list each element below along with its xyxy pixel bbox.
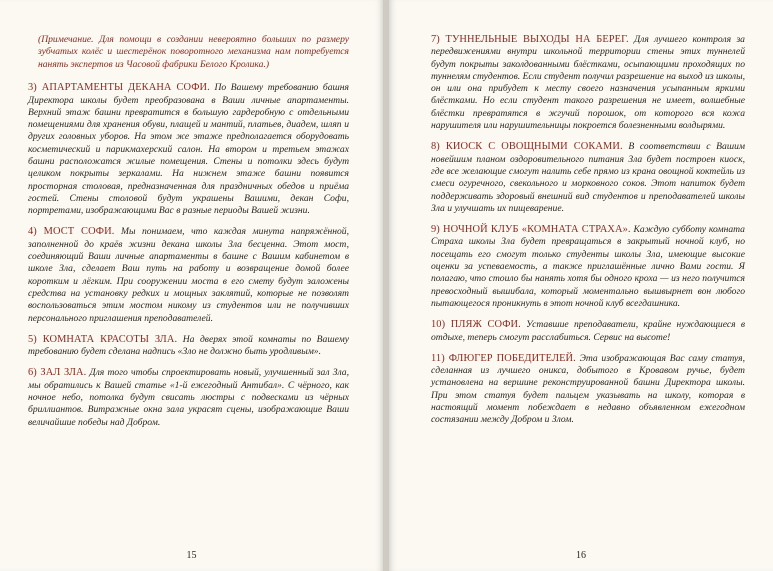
left-page <box>0 0 383 571</box>
note-paragraph: (Примечание. Для помощи в создании невероятно больших по размеру зубчатых колёс и шестерёнок поворотного механизма нам потребуется нанять экспертов из Часовой фабрики Белого Кролика.) <box>38 34 349 70</box>
section-body: Уставшие преподаватели, крайне нуждающиеся в отдыхе, теперь смогут расслабиться. Сервис на высоте! <box>431 319 745 343</box>
page-number: 16 <box>576 550 586 561</box>
section-4 <box>28 226 349 324</box>
section-body: Эта изображающая Вас самy статуя, сделанная из лучшего оникса, добытого в Кровавом ручье, будет установлена на вершине реконструированной башни Директора школы. При этом статуя будет пальцем указывать на школу, которая в настоящий момент побеждает в недавно объявленном ежегодном состязании между Добром и Злом. <box>431 352 745 426</box>
section-11 <box>431 353 745 427</box>
right-page <box>389 0 773 571</box>
section-body: По Вашему требованию башня Директора школы будет преобразована в Ваши личные апартаменты. Верхний этаж башни превратится в большую гардеробную с отдельными помещениями для хранения обуви, плащей и мантий, платьев, диадем, шляп и других головных уборов. На этом же этаже предполагается оборудовать косметический и парикмахерский салон. На втором и третьем этажах башни расположатся жилые помещения. Стены и потолки здесь будут целиком покрыты зеркалами. На нижнем этаже башни появится просторная столовая, предназначенная для праздничных обедов и приёма гостей. Стены столовой будут украшены Вашими, декан Софи, портретами, изображающими Вас в разные периоды Вашей жизни. <box>28 82 349 217</box>
section-8 <box>431 141 745 215</box>
section-body: В соответствии с Вашим новейшим планом оздоровительного питания Зла будет построен киоск, где все желающие смогут налить себе прямо из крана овощной коктейль из смеси огуречного, свекольного и морковного соков. Этот напиток будет поддерживать здоровый внешний вид студентов и преподавателей школы Зла и улучшать их пищеварение. <box>431 141 745 214</box>
section-9 <box>431 224 745 310</box>
section-body: Мы понимаем, что каждая минута напряжённой, заполненной до краёв жизни декана школы Зла бесценна. Этот мост, соединяющий Ваши личные апартаменты в башне с Вашим кабинетом в школе Зла, сделает Ваш путь на работу и возвращение домой более коротким и лёгким. При сооружении моста в его смету будут заложены средства на установку редких и мощных заклятий, которые не позволят воспользоваться этим мостом никому из студентов или не получивших персонального приглашения преподавателей. <box>28 226 349 324</box>
section-heading: 3) АПАРТАМЕНТЫ ДЕКАНА СОФИ. <box>28 82 210 94</box>
page-number: 15 <box>186 550 197 561</box>
section-heading: 4) МОСТ СОФИ. <box>28 226 115 238</box>
section-heading: 6) ЗАЛ ЗЛА. <box>28 367 87 379</box>
section-body: Для того чтобы спроектировать новый, улучшенный зал Зла, мы обратились к Вашей статье «1-й ежегодный Антибал». С чёрного, как ночное небо, потолка будут свисать люстры с подвесками из чёрных бриллиантов. Витражные окна зала украсят сцены, изображающие Ваши величайшие победы над Добром. <box>28 367 349 428</box>
section-body: На дверях этой комнаты по Вашему требованию будет сделана надпись «Зло не должно быть уродливым». <box>28 333 349 358</box>
section-heading: 10) ПЛЯЖ СОФИ. <box>431 319 521 331</box>
section-5 <box>28 334 349 359</box>
section-heading: 7) ТУННЕЛЬНЫЕ ВЫХОДЫ НА БЕРЕГ. <box>431 34 629 45</box>
section-body: Для лучшего контроля за передвижениями внутри школьной территории стены этих туннелей будут покрыты заколдованными блёстками, осыпающими проходящих по туннелям студентов. Если студент получил разрешение на выход из школы, он или она прибудет к месту своего назначения усыпанным яркими блёстками. Но если студент такого разрешения не имеет, волшебные блёстки превратятся в жгучий порошок, от которого вся кожа нарушителя или нарушительницы покроется болезненными волдырями. <box>431 34 745 132</box>
section-6 <box>28 367 349 428</box>
section-heading: 5) КОМНАТА КРАСОТЫ ЗЛА. <box>28 333 178 345</box>
section-heading: 9) НОЧНОЙ КЛУБ «КОМНАТА СТРАХА». <box>431 224 631 236</box>
section-heading: 8) КИОСК С ОВОЩНЫМИ СОКАМИ. <box>431 141 623 153</box>
section-10 <box>431 319 745 344</box>
section-body: Каждую субботу комната Страха школы Зла будет превращаться в закрытый ночной клуб, но посещать его смогут только студенты школы Зла, имеющие высокие оценки за успеваемость, а также приглашённые лично Вами гости. Я полагаю, что стоило бы нанять хотя бы одного кроха — из него получится превосходный вышибала, который моментально вышвырнет вон любого пытающегося проникнуть в этот ночной клуб всегдашника. <box>431 224 745 309</box>
section-7 <box>431 34 745 132</box>
section-heading: 11) ФЛЮГЕР ПОБЕДИТЕЛЕЙ. <box>431 352 576 364</box>
section-3 <box>28 82 349 217</box>
